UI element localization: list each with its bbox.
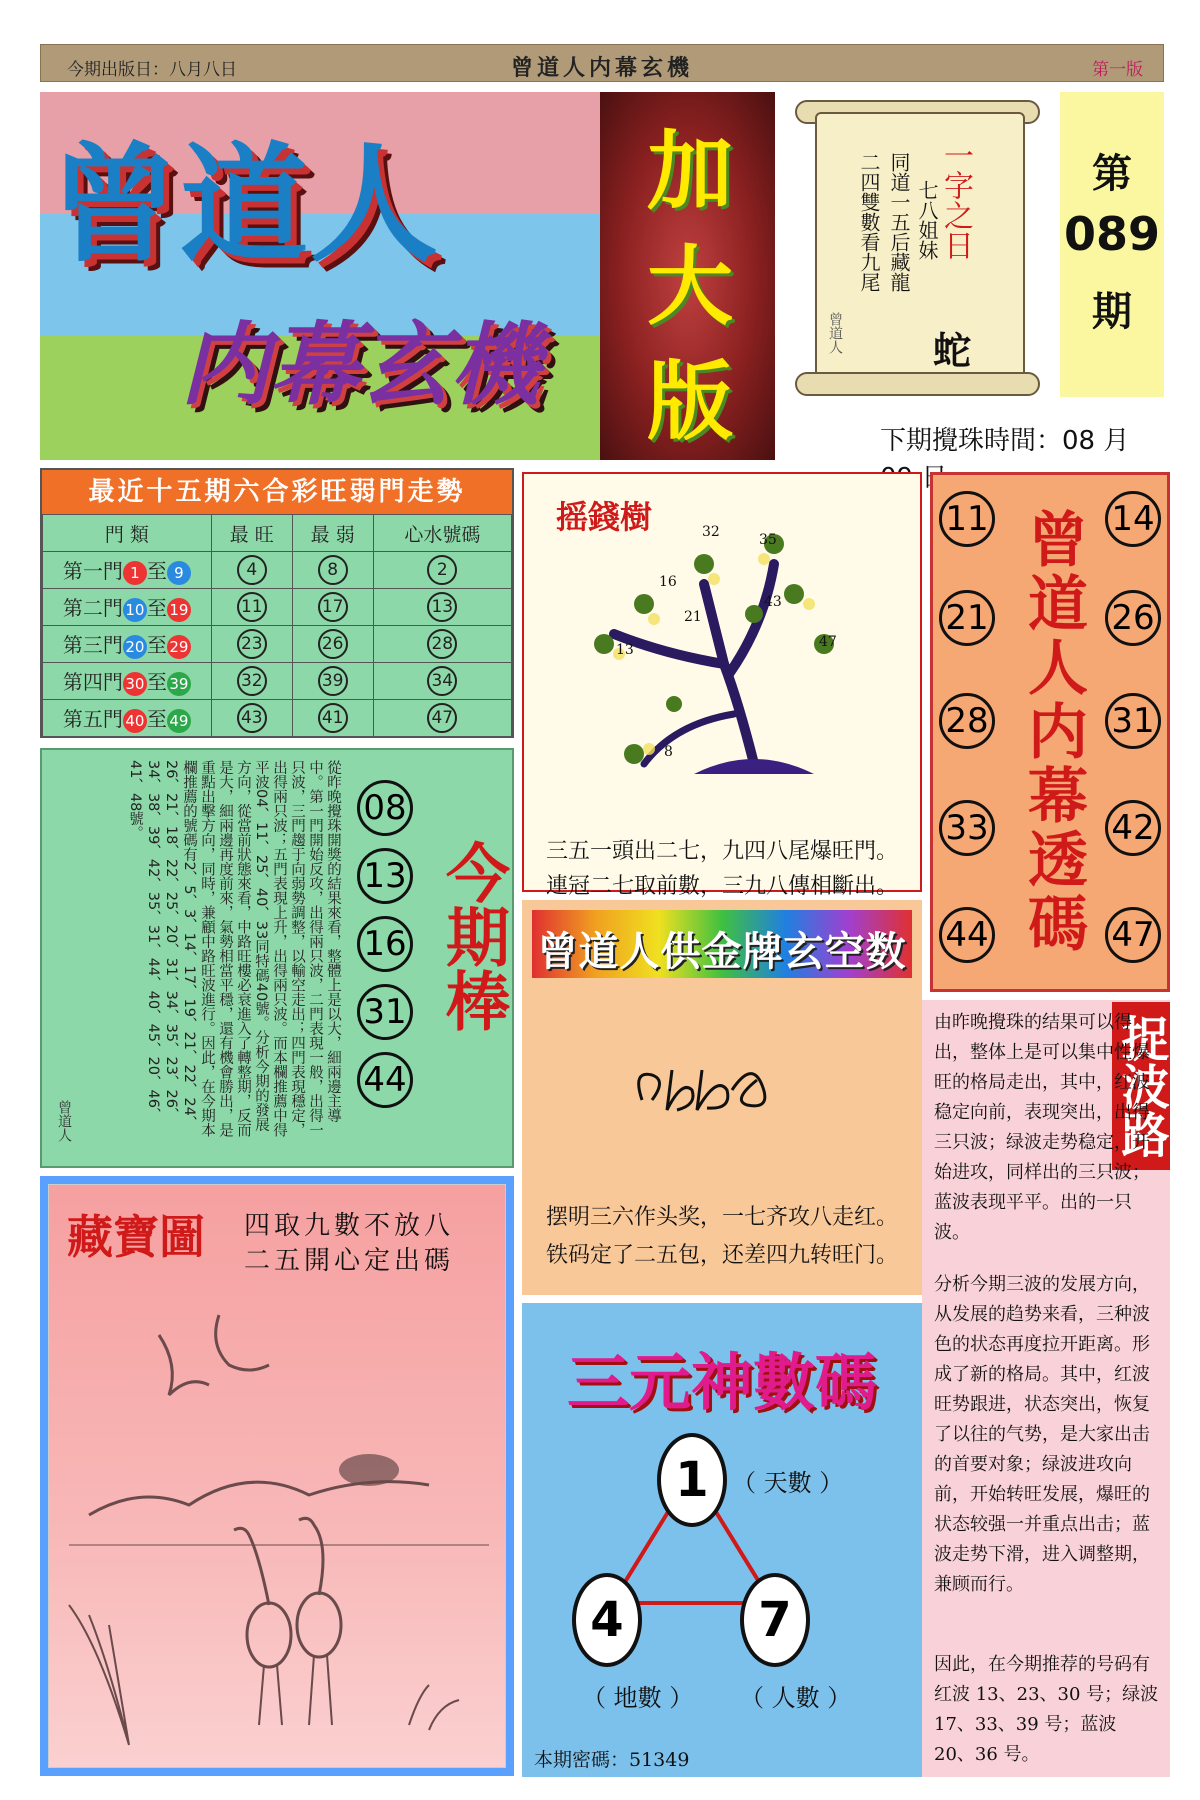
number-bubble: 08 [357, 780, 413, 836]
leak-number: 44 [939, 907, 995, 963]
earth-label: （ 地數 ） [582, 1684, 694, 1712]
catch-paragraph: 分析今期三波的发展方向，从发展的趋势来看，三种波色的状态再度拉开距离。形成了新的格局。其中，红波旺势跟进，状态突出，恢复了以往的气势，是大家出击的首要对象；绿波进攻向前，开始转旺发展，爆旺的状态较强一并重点出击；蓝波走势下滑，进入调整期，兼顾而行。 [934, 1274, 1150, 1595]
cold-cell [292, 700, 373, 737]
pick-number: 47 [427, 703, 457, 733]
tree-number: 13 [616, 642, 634, 658]
tree-number: 32 [702, 524, 720, 540]
column-header: 心水號碼 [373, 515, 511, 552]
cold-cell [292, 626, 373, 663]
gold-banner [532, 910, 912, 978]
cold-number: 8 [318, 555, 348, 585]
next-draw-time: 下期攪珠時間：08 月 [880, 426, 1130, 456]
riddle-line: 同道一五后藏龍 [887, 152, 911, 292]
treasure-line: 四取九數不放八 [244, 1211, 455, 1241]
number-bubble: 16 [357, 916, 413, 972]
tree-number: 16 [659, 574, 677, 590]
ball-to: 39 [167, 672, 191, 696]
sanyuan-title: 三元神數碼 [566, 1346, 877, 1419]
catch-paragraph: 由昨晚攪珠的结果可以得出，整体上是可以集中性爆旺的格局走出，其中，红波稳定向前，表现突出，出得三只波；绿波走势稳定，开始进攻，同样出的三只波；蓝波表现平平。出的一只波。 [934, 1012, 1150, 1243]
riddle-line: 二四雙數看九尾 [857, 152, 881, 292]
cold-number: 26 [318, 629, 348, 659]
table-row [43, 589, 512, 626]
cold-number: 17 [318, 592, 348, 622]
tree-number: 47 [819, 634, 837, 650]
riddle-line: 七八姐妹 [915, 180, 939, 260]
analysis-panel [40, 748, 514, 1168]
issue-suffix: 期 [1092, 289, 1132, 335]
gold-verse: 铁码定了二五包，还差四九转旺门。 [545, 1243, 898, 1268]
tree-number: 43 [764, 594, 782, 610]
catch-paragraph: 因此，在今期推荐的号码有红波 13、23、30 号；绿波 17、33、39 号；蓝波 20、36 号。 [934, 1654, 1159, 1765]
scroll-rod-bottom [795, 372, 1040, 396]
earth-number: 4 [572, 1573, 642, 1667]
catch-wave-panel [922, 1000, 1170, 1777]
leak-number: 26 [1105, 590, 1161, 646]
gold-title: 曾道人供金牌玄空数 [537, 929, 907, 975]
ball-to: 29 [167, 635, 191, 659]
issue-number: 089 [1063, 207, 1161, 261]
ball-to: 9 [167, 561, 191, 585]
pick-cell [373, 700, 511, 737]
gold-number-panel [522, 900, 922, 1295]
hot-number: 32 [237, 666, 267, 696]
cold-cell [292, 663, 373, 700]
door-name: 第一門 [62, 559, 123, 583]
table-row [43, 552, 512, 589]
leak-number: 47 [1105, 907, 1161, 963]
heaven-label: （ 天數 ） [732, 1469, 844, 1497]
pick-number: 28 [427, 629, 457, 659]
trend-table-panel [40, 468, 514, 738]
money-tree-illustration [524, 504, 924, 804]
number-bubble: 31 [357, 984, 413, 1040]
door-name: 第四門 [62, 670, 123, 694]
issue-prefix: 第 [1092, 151, 1132, 197]
door-name: 第三門 [62, 633, 123, 657]
hot-number: 11 [237, 592, 267, 622]
door-name: 第二門 [62, 596, 123, 620]
badge-char: 加 [647, 121, 733, 222]
cold-number: 41 [318, 703, 348, 733]
publish-date: 今期出版日：八月八日 [67, 60, 237, 80]
money-tree-panel [522, 472, 922, 899]
range-to-char: 至 [146, 633, 167, 657]
pick-cell [373, 552, 511, 589]
secret-code: 本期密碼：51349 [534, 1749, 690, 1771]
range-to-char: 至 [146, 670, 167, 694]
human-label: （ 人數 ） [740, 1684, 852, 1712]
tree-verse: 三五一頭出二七，九四八尾爆旺門。 [545, 839, 898, 864]
gold-verse: 摆明三六作头奖，一七齐攻八走红。 [545, 1205, 898, 1230]
pick-cell [373, 589, 511, 626]
ball-from: 10 [123, 598, 147, 622]
treasure-line: 二五開心定出碼 [244, 1246, 455, 1276]
ball-from: 40 [123, 709, 147, 733]
edition-label: 第一版 [1092, 60, 1143, 80]
tree-number: 35 [759, 532, 777, 548]
ball-from: 30 [123, 672, 147, 696]
table-row [43, 626, 512, 663]
paper-title: 曾道人内幕玄機 [510, 56, 693, 81]
ball-to: 49 [167, 709, 191, 733]
leak-number: 33 [939, 800, 995, 856]
riddle-scroll [785, 92, 1050, 397]
hot-cell [211, 663, 292, 700]
trend-table [42, 514, 512, 737]
masthead [40, 92, 775, 460]
issue-number-box [1060, 92, 1164, 397]
scroll-signature: 曾道人 [827, 312, 843, 354]
pick-number: 34 [427, 666, 457, 696]
pick-cell [373, 663, 511, 700]
sanyuan-panel [522, 1303, 922, 1777]
column-header: 最 旺 [211, 515, 292, 552]
analysis-text: 從昨晚攪珠開獎的結果來看，整體上是以大，細兩邊主導中。第一門開始反攻，出得兩只波，二門表現一般，出得一只波，三門趨于向弱勢調整，以輸空走出；四門表現穩定，出得兩只波；五門表現上升，出得兩只波。而本欄推薦中得平波04、11、25、40、33同特碼40號。分析今期的發展方向，從當前狀態來看，中路旺樓必衰進入了轉整期，反而是大，細兩邊再度前來，氣勢相當平穩，還有機會勝出，是重點出擊方向，同時，兼顧中路旺波進行。因此，在今期本欄推薦的號碼有2、5、3、14、17、19、21、22、24、26、21、18、22、25、20、31、34、35、23、26、34、38、39、42、35、31、44、40、45、20、46、41、48號。 [127, 760, 341, 1137]
door-range-cell [43, 700, 212, 737]
hot-cell [211, 700, 292, 737]
door-range-cell [43, 552, 212, 589]
range-to-char: 至 [146, 707, 167, 731]
human-number: 7 [740, 1573, 810, 1667]
riddle-animal: 蛇 [933, 328, 972, 373]
pick-number: 13 [427, 592, 457, 622]
enlarged-edition-badge [600, 92, 775, 460]
leak-number: 11 [939, 491, 995, 547]
tree-number: 21 [684, 609, 702, 625]
hot-cell [211, 626, 292, 663]
hot-number: 4 [237, 555, 267, 585]
range-to-char: 至 [146, 559, 167, 583]
masthead-subtitle: 内幕玄機 [180, 313, 540, 418]
tree-number: 8 [664, 744, 673, 760]
tree-verse: 連冠二七取前數，三九八傳相斷出。 [545, 874, 898, 899]
hot-cell [211, 589, 292, 626]
leak-number: 31 [1105, 693, 1161, 749]
trend-table-title: 最近十五期六合彩旺弱門走勢 [42, 470, 512, 514]
hot-number: 23 [237, 629, 267, 659]
leak-number: 21 [939, 590, 995, 646]
leak-number: 14 [1105, 491, 1161, 547]
catch-wave-title: 捉波路 [1112, 1002, 1170, 1170]
cold-number: 39 [318, 666, 348, 696]
ball-from: 1 [123, 561, 147, 585]
cold-cell [292, 552, 373, 589]
column-header: 門 類 [43, 515, 212, 552]
treasure-map-panel [40, 1176, 514, 1776]
door-range-cell [43, 589, 212, 626]
badge-char: 版 [647, 351, 733, 452]
hot-number: 43 [237, 703, 267, 733]
analysis-signature: 曾道人 [56, 1100, 72, 1142]
pick-number: 2 [427, 555, 457, 585]
riddle-keyword: 一字之日 [938, 140, 973, 260]
top-bar [40, 44, 1164, 82]
range-to-char: 至 [146, 596, 167, 620]
pick-cell [373, 626, 511, 663]
ball-from: 20 [123, 635, 147, 659]
leak-number: 28 [939, 693, 995, 749]
money-tree-title: 摇錢樹 [556, 498, 653, 536]
column-header: 最 弱 [292, 515, 373, 552]
crane-landscape-illustration [49, 1185, 507, 1769]
door-name: 第五門 [62, 707, 123, 731]
handwritten-mark [622, 1030, 822, 1130]
this-issue-label: 今期棒 [435, 840, 510, 1032]
leak-number: 42 [1105, 800, 1161, 856]
masthead-title: 曾道人 [50, 130, 441, 280]
leak-title: 曾道人内幕透碼 [1018, 508, 1088, 956]
inside-leak-panel [930, 472, 1170, 992]
door-range-cell [43, 626, 212, 663]
table-row [43, 700, 512, 737]
door-range-cell [43, 663, 212, 700]
cold-cell [292, 589, 373, 626]
treasure-map-title: 藏寶圖 [67, 1210, 205, 1264]
ball-to: 19 [167, 598, 191, 622]
heaven-number: 1 [657, 1433, 727, 1527]
badge-char: 大 [647, 236, 733, 337]
treasure-map-canvas [48, 1184, 506, 1768]
hot-cell [211, 552, 292, 589]
recommended-numbers [357, 780, 419, 1120]
table-row [43, 663, 512, 700]
number-bubble: 13 [357, 848, 413, 904]
number-bubble: 44 [357, 1052, 413, 1108]
